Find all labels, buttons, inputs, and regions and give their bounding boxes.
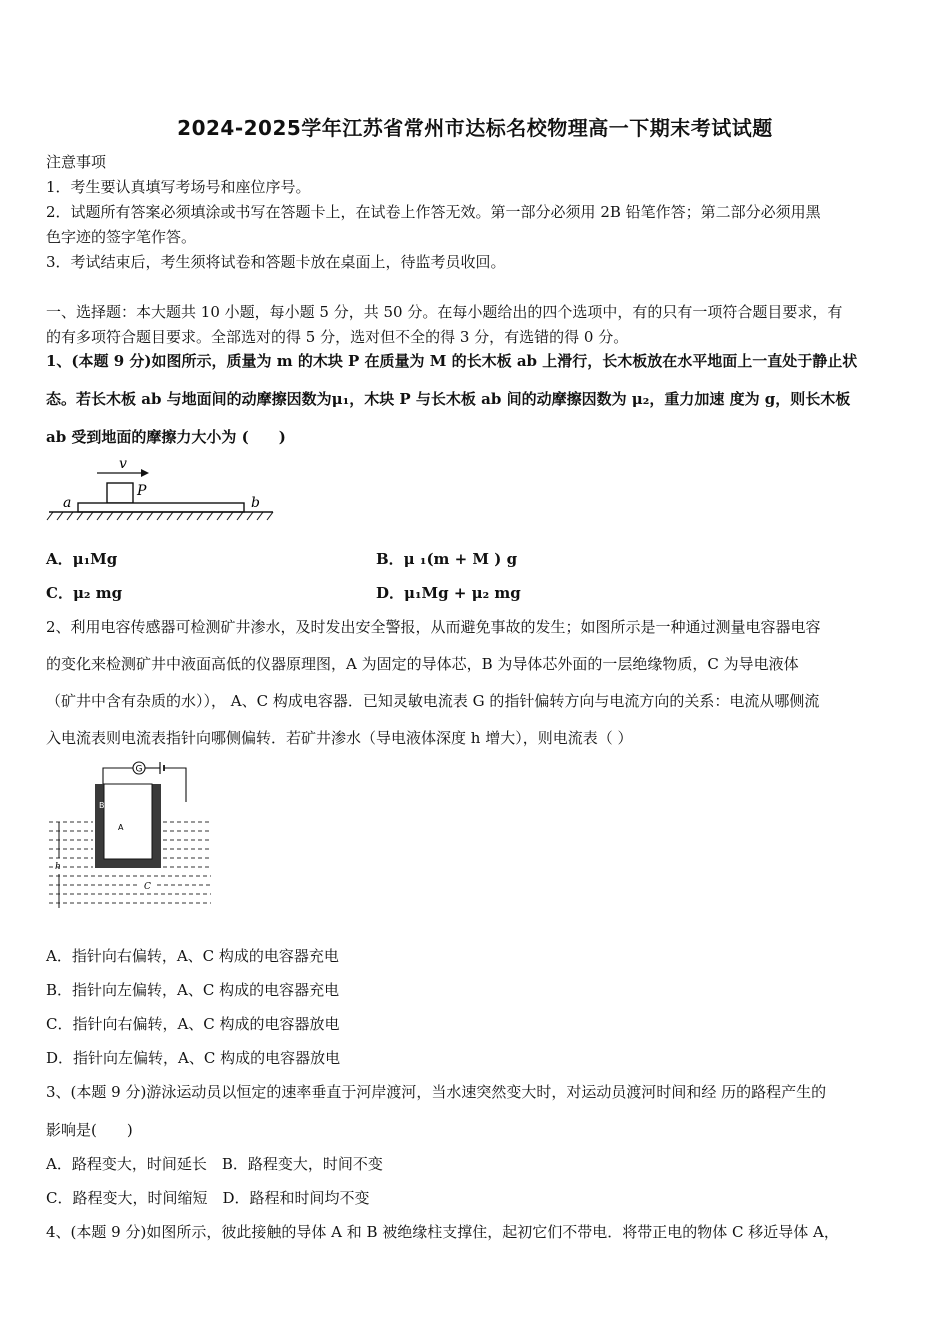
section-intro: 一、选择题：本大题共 10 小题，每小题 5 分，共 50 分。在每小题给出的四个选项中，有的只有一项符合题目要求，有 — [46, 303, 843, 321]
question-1-figure — [45, 455, 275, 525]
question-1-option-d: D．μ₁Mg + μ₂ mg — [376, 584, 521, 602]
label-a: A — [118, 823, 124, 832]
question-2-option-a: A．指针向右偏转，A、C 构成的电容器充电 — [46, 947, 339, 965]
question-2-option-b: B．指针向左偏转，A、C 构成的电容器充电 — [46, 981, 340, 999]
question-3-text: 3、(本题 9 分)游泳运动员以恒定的速率垂直于河岸渡河，当水速突然变大时，对运动员渡河时间和经 历的路程产生的 — [46, 1083, 827, 1101]
question-3-options-ab: A．路程变大，时间延长 B．路程变大，时间不变 — [46, 1155, 383, 1173]
velocity-label: v — [119, 456, 127, 472]
question-1-text: 态。若长木板 ab 与地面间的动摩擦因数为μ₁，木块 P 与长木板 ab 间的动摩擦因数为 μ₂，重力加速 度为 g，则长木板 — [46, 390, 851, 408]
section-intro: 的有多项符合题目要求。全部选对的得 5 分，选对但不全的得 3 分，有选错的得 0 分。 — [46, 328, 629, 346]
question-2-text: 的变化来检测矿井中液面高低的仪器原理图，A 为固定的导体芯，B 为导体芯外面的一层绝缘物质，C 为导电液体 — [46, 655, 799, 673]
notice-heading: 注意事项 — [46, 153, 107, 171]
notice-item: 1．考生要认真填写考场号和座位序号。 — [46, 178, 311, 196]
question-2-option-d: D．指针向左偏转，A、C 构成的电容器放电 — [46, 1049, 341, 1067]
galvanometer-label: G — [135, 764, 143, 775]
question-1-option-c: C．μ₂ mg — [46, 584, 123, 602]
notice-item: 2．试题所有答案必须填涂或书写在答题卡上，在试卷上作答无效。第一部分必须用 2B 铅笔作答；第二部分必须用黑 — [46, 203, 821, 221]
question-1-text: ab 受到地面的摩擦力大小为 ( ) — [46, 428, 286, 446]
block-label: P — [137, 483, 147, 499]
label-c: C — [144, 882, 151, 892]
label-h: h — [55, 862, 61, 872]
question-2-text: 入电流表则电流表指针向哪侧偏转．若矿井渗水（导电液体深度 h 增大），则电流表（ ） — [46, 729, 633, 747]
end-a-label: a — [63, 495, 72, 511]
question-4-text: 4、(本题 9 分)如图所示，彼此接触的导体 A 和 B 被绝缘柱支撑住，起初它们不带电．将带正电的物体 C 移近导体 A， — [46, 1223, 839, 1241]
question-2-figure — [45, 758, 215, 914]
question-1-option-b: B．μ ₁(m + M ) g — [376, 550, 518, 568]
question-2-text: （矿井中含有杂质的水））， A、C 构成电容器．已知灵敏电流表 G 的指针偏转方向与电流方向的关系：电流从哪侧流 — [46, 692, 820, 710]
notice-item: 色字迹的签字笔作答。 — [46, 228, 197, 246]
question-1-text: 1、(本题 9 分)如图所示，质量为 m 的木块 P 在质量为 M 的长木板 ab 上滑行，长木板放在水平地面上一直处于静止状 — [46, 352, 858, 370]
end-b-label: b — [251, 495, 260, 511]
question-1-option-a: A．μ₁Mg — [46, 550, 118, 568]
question-2-option-c: C．指针向右偏转，A、C 构成的电容器放电 — [46, 1015, 340, 1033]
question-3-text: 影响是( ) — [46, 1121, 133, 1139]
question-2-text: 2、利用电容传感器可检测矿井渗水，及时发出安全警报，从而避免事故的发生；如图所示是一种通过测量电容器电容 — [46, 618, 821, 636]
question-3-options-cd: C．路程变大，时间缩短 D．路程和时间均不变 — [46, 1189, 370, 1207]
page-title: 2024-2025学年江苏省常州市达标名校物理高一下期末考试试题 — [177, 116, 773, 140]
label-b: B — [99, 801, 105, 810]
notice-item: 3．考试结束后，考生须将试卷和答题卡放在桌面上，待监考员收回。 — [46, 253, 506, 271]
